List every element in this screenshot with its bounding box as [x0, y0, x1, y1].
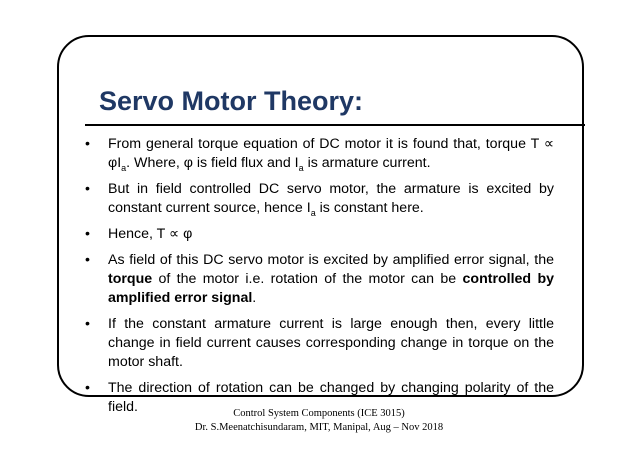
footer-author: Dr. S.Meenatchisundaram, MIT, Manipal, Aug – Nov 2018: [194, 422, 444, 433]
bullet-text: is armature current.: [303, 155, 431, 171]
bullet-text: If the constant armature current is large enough then, every little change in field current causes corresponding change in torque on the motor shaft.: [108, 316, 554, 370]
bullet-text: .: [252, 290, 257, 306]
subscript-a: a: [310, 207, 316, 218]
bullet-text: The direction of rotation can be changed by changing polarity of the field.: [108, 380, 554, 415]
slide-title: Servo Motor Theory:: [99, 86, 364, 116]
subscript-a: a: [121, 162, 127, 173]
bold-text: torque: [108, 271, 153, 287]
bullet-marker: •: [85, 380, 90, 396]
bullet-armature-current: [80, 315, 554, 372]
bold-text: controlled by amplified error signal: [108, 271, 554, 306]
bullet-text: But in field controlled DC servo motor, the armature is excited by constant current source, hence I: [108, 181, 554, 216]
bullet-marker: •: [85, 252, 90, 268]
bullet-hence: [80, 225, 554, 244]
footer-course: Control System Components (ICE 3015): [233, 408, 405, 419]
bullet-text: From general torque equation of DC motor it is found that, torque T ∝ φI: [108, 136, 554, 171]
bullet-text: As field of this DC servo motor is excited by amplified error signal, the: [108, 252, 554, 268]
bullet-torque-equation: [80, 135, 554, 173]
bullet-marker: •: [85, 316, 90, 332]
bullet-marker: •: [85, 136, 90, 152]
bullet-error-signal: [80, 251, 554, 308]
bullet-text: of the motor i.e. rotation of the motor can be: [152, 271, 463, 287]
bullet-text: is constant here.: [315, 200, 424, 216]
bullet-field-controlled: [80, 180, 554, 218]
subscript-a: a: [298, 162, 304, 173]
bullet-marker: •: [85, 226, 90, 242]
bullet-list: [80, 135, 554, 417]
title-divider: [85, 124, 585, 126]
bullet-text: Hence, T ∝ φ: [108, 226, 193, 242]
bullet-marker: •: [85, 181, 90, 197]
bullet-text: . Where, φ is field flux and I: [126, 155, 299, 171]
